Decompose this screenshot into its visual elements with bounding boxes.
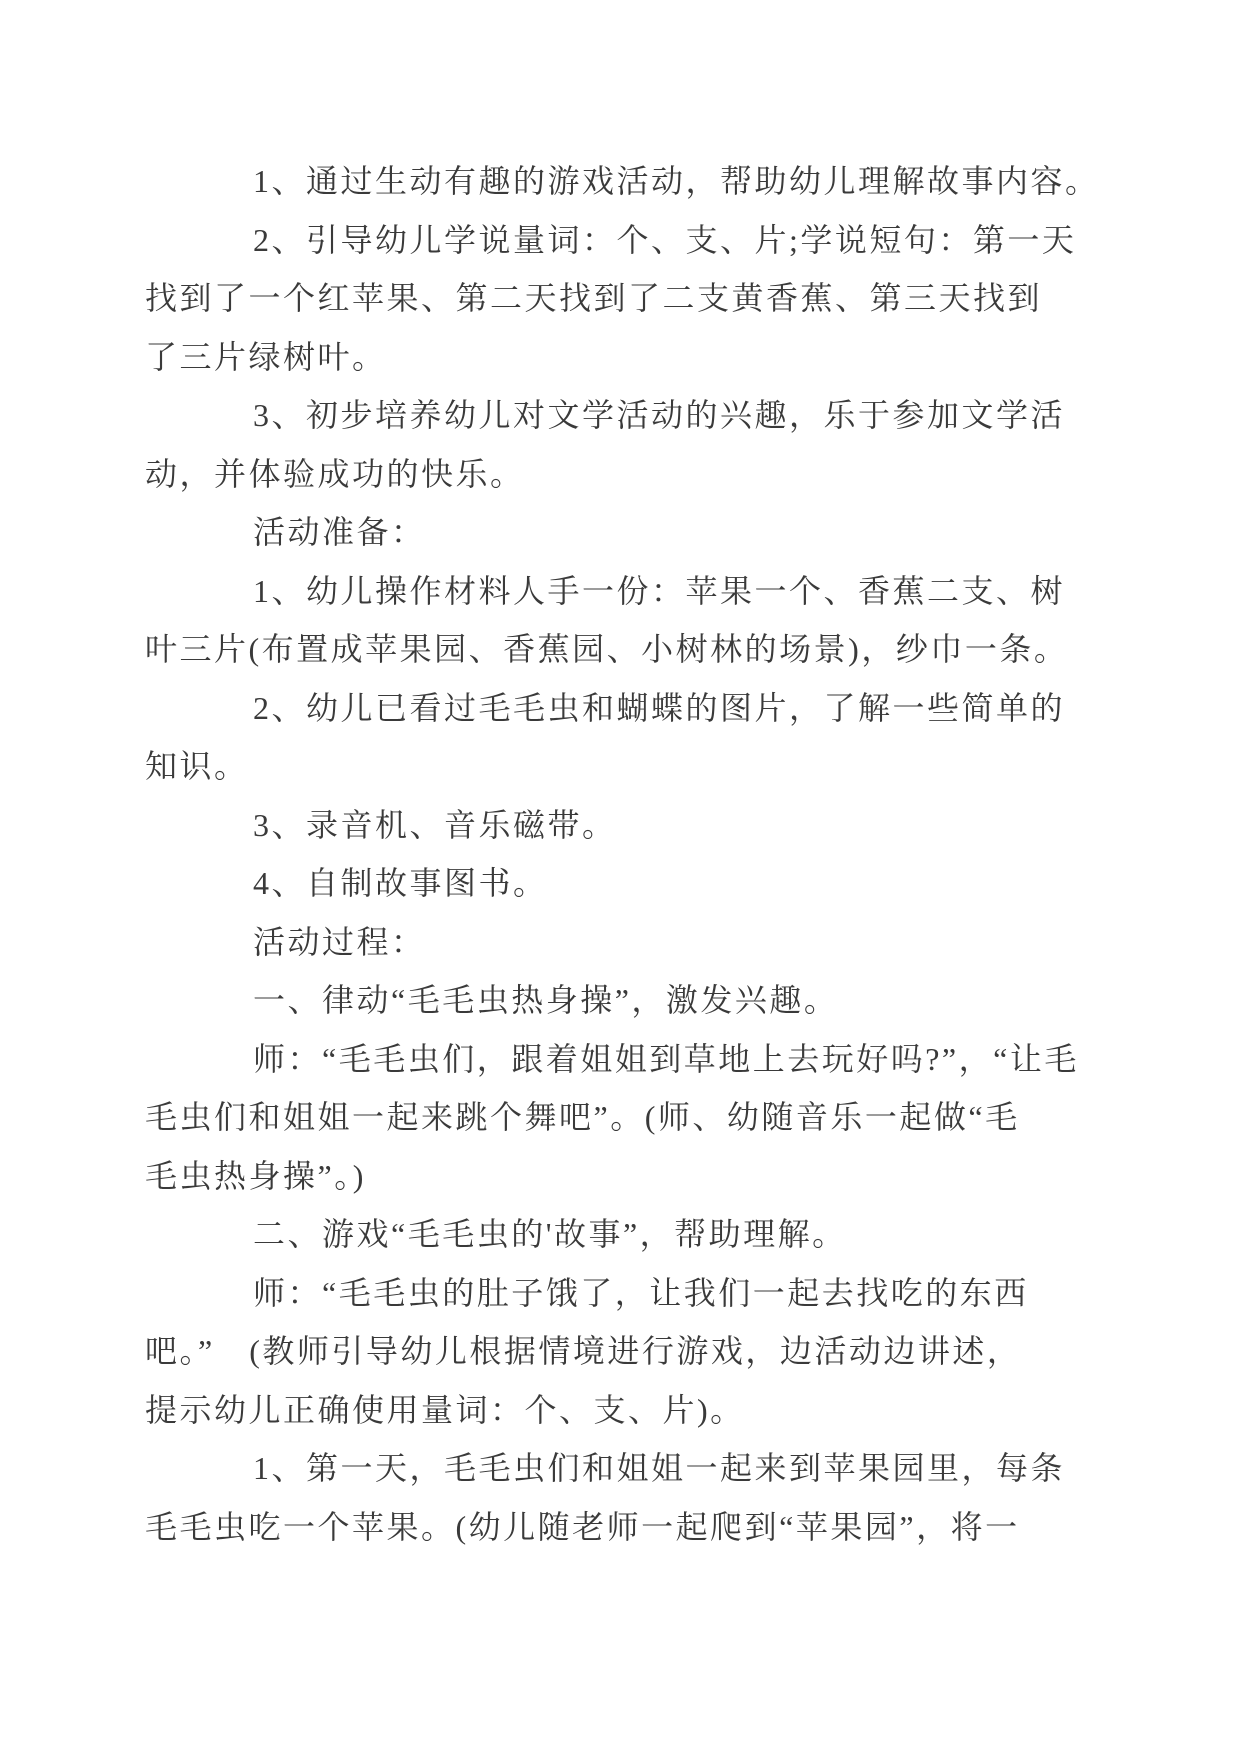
text-line: 3、录音机、音乐磁带。: [253, 806, 617, 843]
text-line: 2、幼儿已看过毛毛虫和蝴蝶的图片，了解一些简单的: [253, 689, 1066, 726]
text-line: 活动过程：: [253, 923, 426, 960]
text-line: 毛虫们和姐姐一起来跳个舞吧”。(师、幼随音乐一起做“毛: [145, 1099, 1020, 1135]
text-line: 找到了一个红苹果、第二天找到了二支黄香蕉、第三天找到: [145, 280, 1043, 316]
text-line: 1、第一天，毛毛虫们和姐姐一起来到苹果园里，每条: [253, 1450, 1066, 1486]
text-line: 动，并体验成功的快乐。: [145, 455, 525, 492]
text-line: 二、游戏“毛毛虫的'故事”，帮助理解。: [253, 1216, 847, 1252]
text-line: 毛虫热身操”。): [145, 1157, 366, 1194]
text-line: 4、自制故事图书。: [253, 865, 548, 901]
text-line: 1、通过生动有趣的游戏活动，帮助幼儿理解故事内容。: [253, 163, 1100, 199]
text-line: 毛毛虫吃一个苹果。(幼儿随老师一起爬到“苹果园”，将一: [145, 1508, 1020, 1545]
text-line: 活动准备：: [253, 514, 426, 550]
text-line: 提示幼儿正确使用量词：个、支、片)。: [145, 1391, 745, 1428]
text-line: 吧。” (教师引导幼儿根据情境进行游戏，边活动边讲述，: [145, 1333, 1022, 1369]
text-line: 师：“毛毛虫们，跟着姐姐到草地上去玩好吗?”，“让毛: [253, 1040, 1079, 1077]
text-line: 3、初步培养幼儿对文学活动的兴趣，乐于参加文学活: [253, 397, 1066, 433]
text-line: 师：“毛毛虫的肚子饿了，让我们一起去找吃的东西: [253, 1274, 1029, 1311]
text-line: 叶三片(布置成苹果园、香蕉园、小树林的场景)，纱巾一条。: [145, 631, 1069, 667]
text-line: 知识。: [145, 748, 249, 784]
document-body: [145, 152, 1105, 1556]
text-line: 了三片绿树叶。: [145, 338, 387, 375]
text-line: 1、幼儿操作材料人手一份：苹果一个、香蕉二支、树: [253, 572, 1066, 609]
text-line: 2、引导幼儿学说量词：个、支、片;学说短句：第一天: [253, 221, 1077, 258]
text-line: 一、律动“毛毛虫热身操”，激发兴趣。: [253, 982, 839, 1018]
